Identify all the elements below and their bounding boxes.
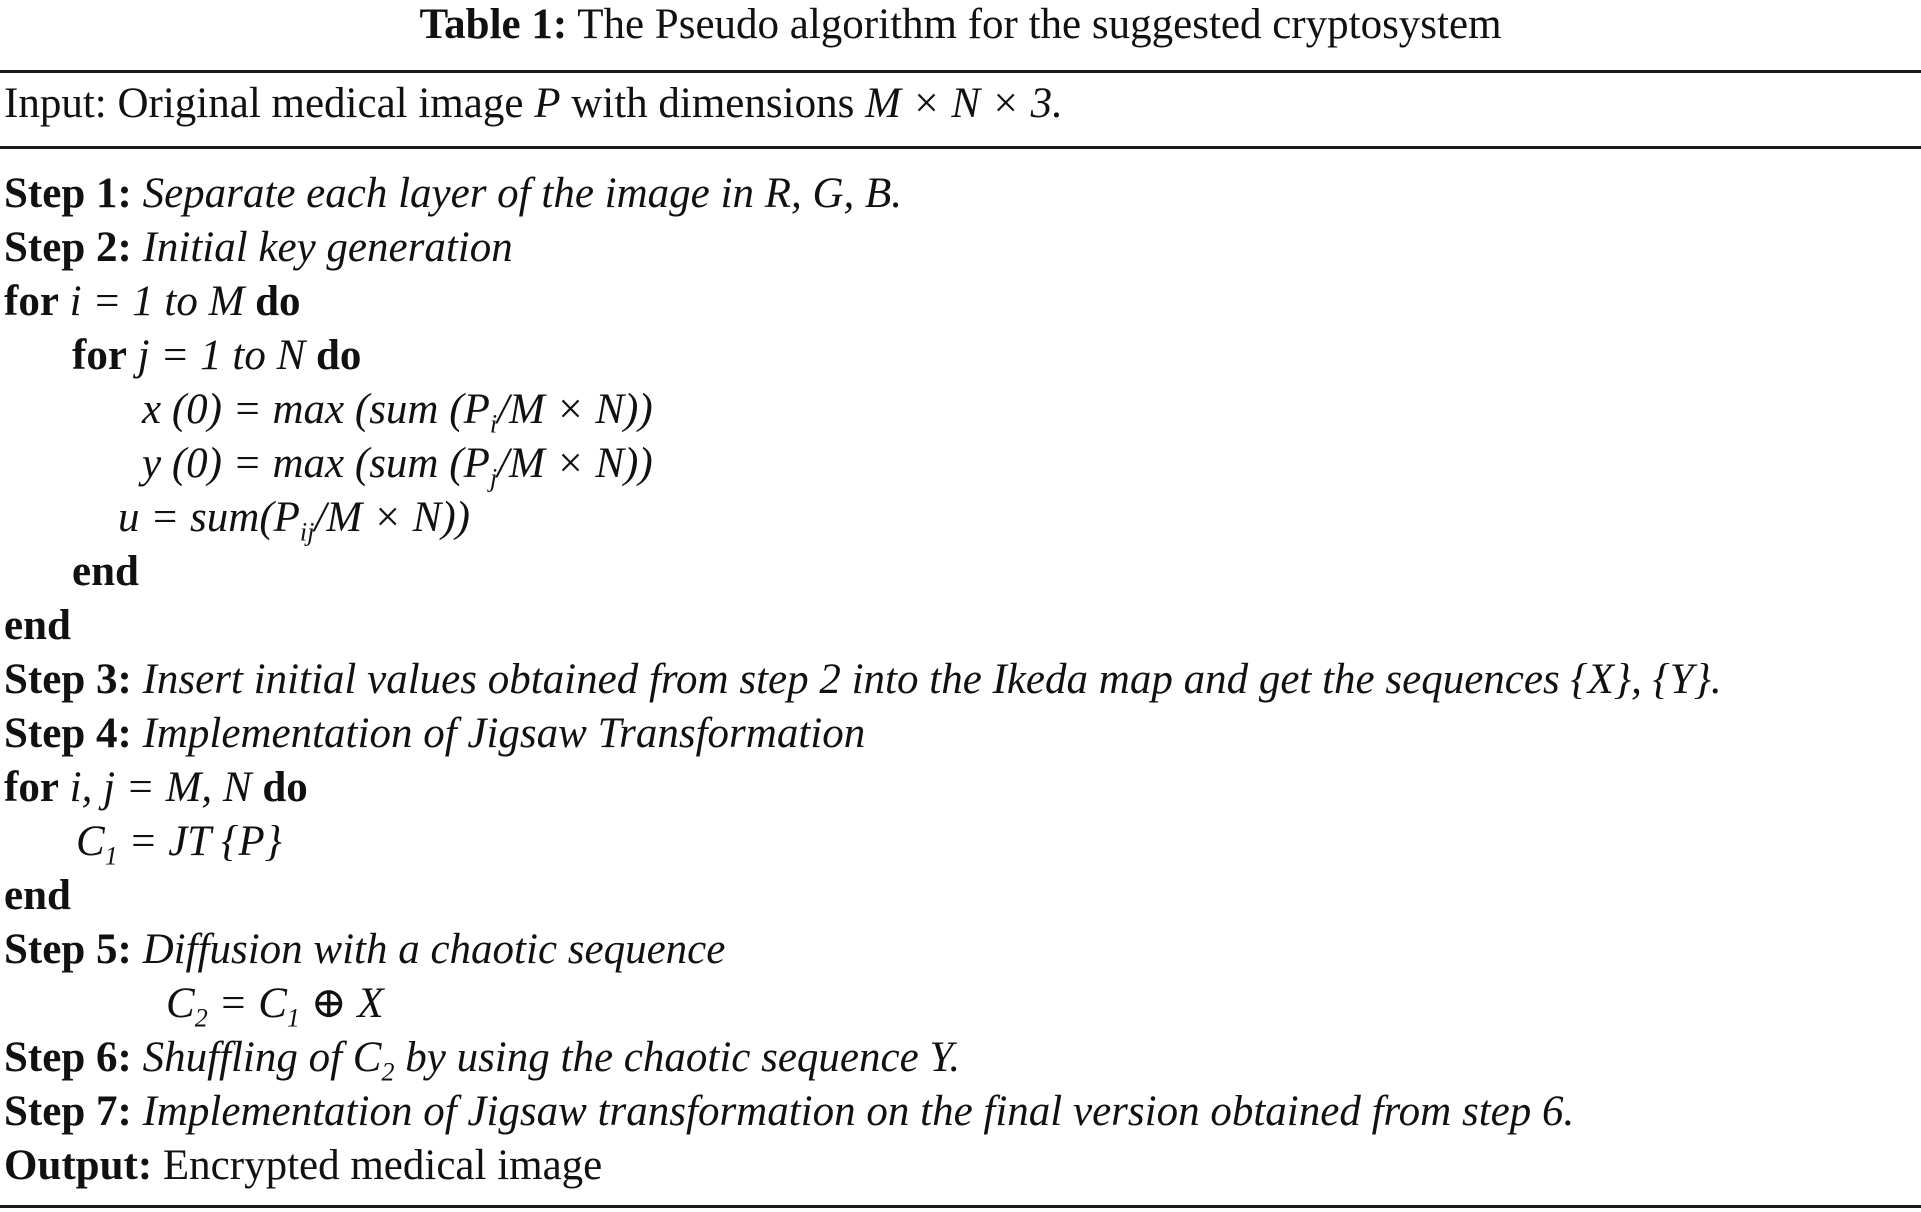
table-caption-label: Table 1: (419, 1, 568, 48)
y0-equation (142, 438, 653, 493)
input-label: Input: (4, 80, 107, 127)
step-6-c: C (352, 1034, 382, 1081)
header-rule (0, 146, 1921, 149)
for-i-keyword: for (4, 278, 59, 325)
output-label: Output: (4, 1142, 153, 1189)
step-4-text: Implementation of Jigsaw Transformation (142, 710, 866, 757)
for-i-loop (4, 276, 301, 328)
step-5-text: Diffusion with a chaotic sequence (142, 926, 726, 973)
table-caption-title: The Pseudo algorithm for the suggested cryptosystem (577, 1, 1502, 48)
bottom-rule (0, 1205, 1921, 1208)
y0-sum: sum (369, 440, 439, 487)
x0-arg-post: /M × N)) (497, 386, 653, 433)
c1-sub: 1 (104, 841, 118, 871)
for-j-do: do (316, 332, 362, 379)
step-4-label: Step 4: (4, 710, 132, 757)
c1-post: = JT {P} (117, 818, 282, 865)
step-7-label: Step 7: (4, 1088, 132, 1135)
c2-pre: C (166, 980, 195, 1027)
step-6-text-b: by using the chaotic sequence Y. (394, 1034, 961, 1081)
step-3-label: Step 3: (4, 656, 132, 703)
x0-equation (142, 384, 653, 439)
step-6-sub: 2 (381, 1057, 395, 1087)
c1-equation (76, 816, 282, 871)
step-2-label: Step 2: (4, 224, 132, 271)
for-j-keyword: for (72, 332, 127, 379)
step-6-text-a: Shuffling of (142, 1034, 353, 1081)
input-row (4, 78, 1063, 130)
input-text-mid: with dimensions (571, 80, 855, 127)
for-i-do: do (255, 278, 301, 325)
c2-post: ⊕ X (299, 980, 384, 1027)
input-var-p: P (534, 80, 561, 127)
u-arg-post: /M × N)) (314, 494, 470, 541)
end-jt-loop: end (4, 872, 71, 919)
input-text: Original medical image (117, 80, 524, 127)
step-7 (4, 1086, 1574, 1138)
step-2 (4, 222, 513, 274)
step-6-label: Step 6: (4, 1034, 132, 1081)
step-1-text: Separate each layer of the image in R, G, B. (142, 170, 903, 217)
u-arg: (P (259, 494, 300, 541)
y0-arg: (P (438, 440, 490, 487)
y0-lhs: y (0) = max ( (142, 440, 370, 487)
x0-sum: sum (369, 386, 439, 433)
step-2-text: Initial key generation (142, 224, 513, 271)
step-3-text: Insert initial values obtained from step 2 into the Ikeda map and get the sequences {X}, {Y}. (142, 656, 1722, 703)
y0-sub: j (489, 463, 498, 493)
end-inner-loop: end (72, 548, 139, 595)
c2-equation (166, 978, 384, 1033)
for-j-loop (72, 330, 361, 382)
end-outer-loop: end (4, 602, 71, 649)
top-rule (0, 70, 1921, 73)
step-1 (4, 168, 902, 220)
step-5-label: Step 5: (4, 926, 132, 973)
output-row (4, 1140, 602, 1192)
u-sum: sum (190, 494, 260, 541)
x0-sub: i (489, 409, 498, 439)
u-lhs: u = (118, 494, 191, 541)
u-equation (118, 492, 470, 547)
for-ij-loop (4, 762, 308, 814)
for-ij-do: do (262, 764, 308, 811)
step-4 (4, 708, 865, 760)
c2-sub: 2 (194, 1003, 208, 1033)
step-6 (4, 1032, 961, 1087)
step-7-text: Implementation of Jigsaw transformation on the final version obtained from step 6. (142, 1088, 1575, 1135)
y0-arg-post: /M × N)) (497, 440, 653, 487)
c1-pre: C (76, 818, 105, 865)
step-1-label: Step 1: (4, 170, 132, 217)
for-ij-expr: i, j = M, N (69, 764, 252, 811)
step-5 (4, 924, 725, 976)
u-sub: ij (299, 517, 315, 547)
step-3 (4, 654, 1722, 706)
c2-sub2: 1 (286, 1003, 300, 1033)
c2-mid: = C (207, 980, 287, 1027)
x0-lhs: x (0) = max ( (142, 386, 370, 433)
for-ij-keyword: for (4, 764, 59, 811)
x0-arg: (P (438, 386, 490, 433)
for-j-expr: j = 1 to N (137, 332, 306, 379)
table-caption (0, 0, 1921, 50)
input-dims: M × N × 3. (865, 80, 1063, 127)
output-text: Encrypted medical image (162, 1142, 603, 1189)
for-i-expr: i = 1 to M (69, 278, 245, 325)
